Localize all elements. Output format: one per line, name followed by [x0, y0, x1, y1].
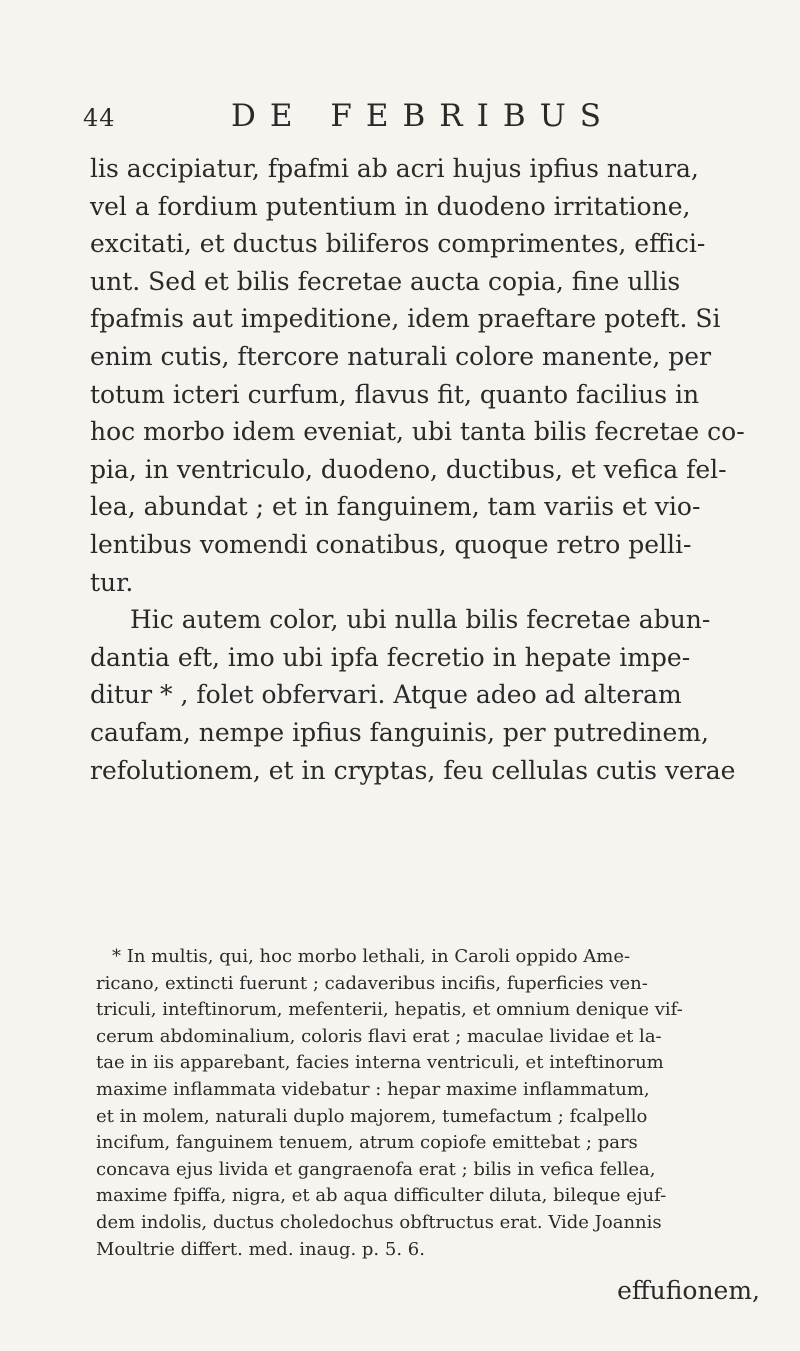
- footnote-line: ricano, extincti fuerunt ; cadaveribus incifis, fuperficies ven-: [96, 972, 648, 994]
- footnote-line: tae in iis apparebant, facies interna ventriculi, et inteftinorum: [96, 1052, 664, 1074]
- footnote-line: maxime fpiffa, nigra, et ab aqua difficulter diluta, bileque ejuf-: [96, 1185, 667, 1207]
- body-line: vel a fordium putentium in duodeno irritatione,: [90, 191, 691, 221]
- footnote-line: dem indolis, ductus choledochus obftructus erat. Vide Joannis: [96, 1211, 662, 1233]
- paragraph-start-line: Hic autem color, ubi nulla bilis fecretae abun-: [130, 605, 711, 635]
- body-line: ditur * , folet obfervari. Atque adeo ad alteram: [90, 680, 682, 710]
- footnote: [96, 944, 758, 1263]
- page-number: 44: [83, 104, 116, 132]
- footnote-line: triculi, inteftinorum, mefenterii, hepatis, et omnium denique vif-: [96, 999, 683, 1021]
- running-title: DE FEBRIBUS: [231, 98, 615, 134]
- body-line: totum icteri curfum, flavus fit, quanto facilius in: [90, 379, 700, 409]
- body-line: dantia eft, imo ubi ipfa fecretio in hepate impe-: [90, 642, 691, 672]
- body-line: enim cutis, ftercore naturali colore manente, per: [90, 341, 712, 371]
- footnote-line: cerum abdominalium, coloris flavi erat ; maculae lividae et la-: [96, 1025, 662, 1047]
- body-line: lis accipiatur, fpafmi ab acri hujus ipfius natura,: [90, 154, 699, 183]
- footnote-line: Moultrie differt. med. inaug. p. 5. 6.: [96, 1238, 425, 1260]
- body-line: hoc morbo idem eveniat, ubi tanta bilis fecretae co-: [90, 417, 745, 447]
- catchword: effufionem,: [617, 1276, 760, 1305]
- running-head: [83, 98, 763, 138]
- footnote-line: incifum, fanguinem tenuem, atrum copiofe emittebat ; pars: [96, 1132, 638, 1154]
- body-text: [90, 150, 755, 789]
- body-line: refolutionem, et in cryptas, feu cellulas cutis verae: [90, 755, 736, 785]
- body-line: lea, abundat ; et in fanguinem, tam variis et vio-: [90, 492, 701, 522]
- body-line: tur.: [90, 567, 134, 597]
- body-line: lentibus vomendi conatibus, quoque retro pelli-: [90, 529, 692, 559]
- body-line: fpafmis aut impeditione, idem praeftare poteft. Si: [90, 304, 721, 334]
- footnote-line: maxime inflammata videbatur : hepar maxime inflammatum,: [96, 1078, 650, 1100]
- footnote-line: * In multis, qui, hoc morbo lethali, in Caroli oppido Ame-: [112, 946, 631, 967]
- body-line: unt. Sed et bilis fecretae aucta copia, fine ullis: [90, 266, 681, 296]
- body-line: pia, in ventriculo, duodeno, ductibus, et vefica fel-: [90, 454, 727, 484]
- footnote-line: et in molem, naturali duplo majorem, tumefactum ; fcalpello: [96, 1105, 648, 1127]
- body-line: caufam, nempe ipfius fanguinis, per putredinem,: [90, 717, 709, 747]
- body-line: excitati, et ductus biliferos comprimentes, effici-: [90, 229, 706, 259]
- footnote-line: concava ejus livida et gangraenofa erat ; bilis in vefica fellea,: [96, 1158, 656, 1180]
